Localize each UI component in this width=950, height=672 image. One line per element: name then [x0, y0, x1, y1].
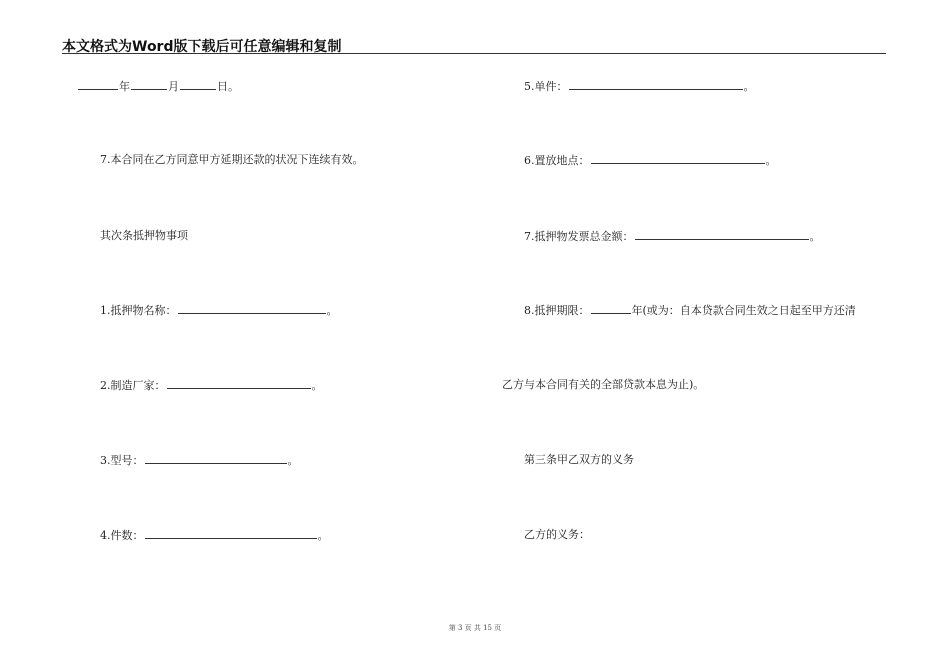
item-4-quantity — [100, 528, 329, 543]
item-8-label: 8.抵押期限： — [524, 304, 590, 317]
month-label: 月 — [168, 80, 179, 93]
item-5-end: 。 — [743, 80, 755, 93]
day-blank — [180, 79, 216, 90]
year-blank — [78, 79, 118, 90]
item-6-label: 6.置放地点： — [524, 154, 590, 167]
item-4-label: 4.件数： — [100, 529, 144, 542]
item-3-model — [100, 453, 299, 468]
item-7-invoice-total — [524, 229, 821, 244]
year-label: 年 — [119, 80, 130, 93]
header-divider — [62, 53, 886, 54]
item-1-end: 。 — [326, 304, 338, 317]
item-1-collateral-name — [100, 303, 338, 318]
item-7-blank — [635, 229, 809, 240]
item-2-label: 2.制造厂家： — [100, 379, 166, 392]
item-6-blank — [591, 153, 765, 164]
item-5-label: 5.单件： — [524, 80, 568, 93]
item-7-end: 。 — [809, 230, 821, 243]
item-7-label: 7.抵押物发票总金额： — [524, 230, 634, 243]
page-number-footer: 第 3 页 共 15 页 — [448, 624, 502, 632]
item-8-mortgage-term — [524, 303, 856, 318]
item-8-rest: 年(或为：自本贷款合同生效之日起至甲方还清 — [631, 304, 856, 317]
item-1-label: 1.抵押物名称： — [100, 304, 177, 317]
item-5-blank — [569, 79, 743, 90]
document-header-title: 本文格式为Word版下载后可任意编辑和复制 — [62, 39, 342, 55]
item-5-unit — [524, 79, 755, 94]
date-line — [77, 79, 239, 94]
item-8-blank — [591, 303, 631, 314]
item-6-location — [524, 153, 777, 168]
article-2-heading: 其次条抵押物事项 — [100, 229, 188, 242]
day-label: 日。 — [217, 80, 239, 93]
item-1-blank — [178, 303, 326, 314]
item-8-continuation: 乙方与本合同有关的全部贷款本息为止)。 — [502, 378, 705, 391]
article-3-heading: 第三条甲乙双方的义务 — [524, 453, 634, 466]
item-2-blank — [167, 378, 311, 389]
clause-7-text: 7.本合同在乙方同意甲方延期还款的状况下连续有效。 — [100, 153, 364, 166]
item-3-label: 3.型号： — [100, 454, 144, 467]
item-3-end: 。 — [287, 454, 299, 467]
item-6-end: 。 — [765, 154, 777, 167]
item-2-end: 。 — [311, 379, 323, 392]
item-2-manufacturer — [100, 378, 323, 393]
item-4-blank — [145, 528, 317, 539]
item-4-end: 。 — [317, 529, 329, 542]
item-3-blank — [145, 453, 287, 464]
party-b-duties-heading: 乙方的义务： — [524, 528, 590, 541]
month-blank — [131, 79, 167, 90]
